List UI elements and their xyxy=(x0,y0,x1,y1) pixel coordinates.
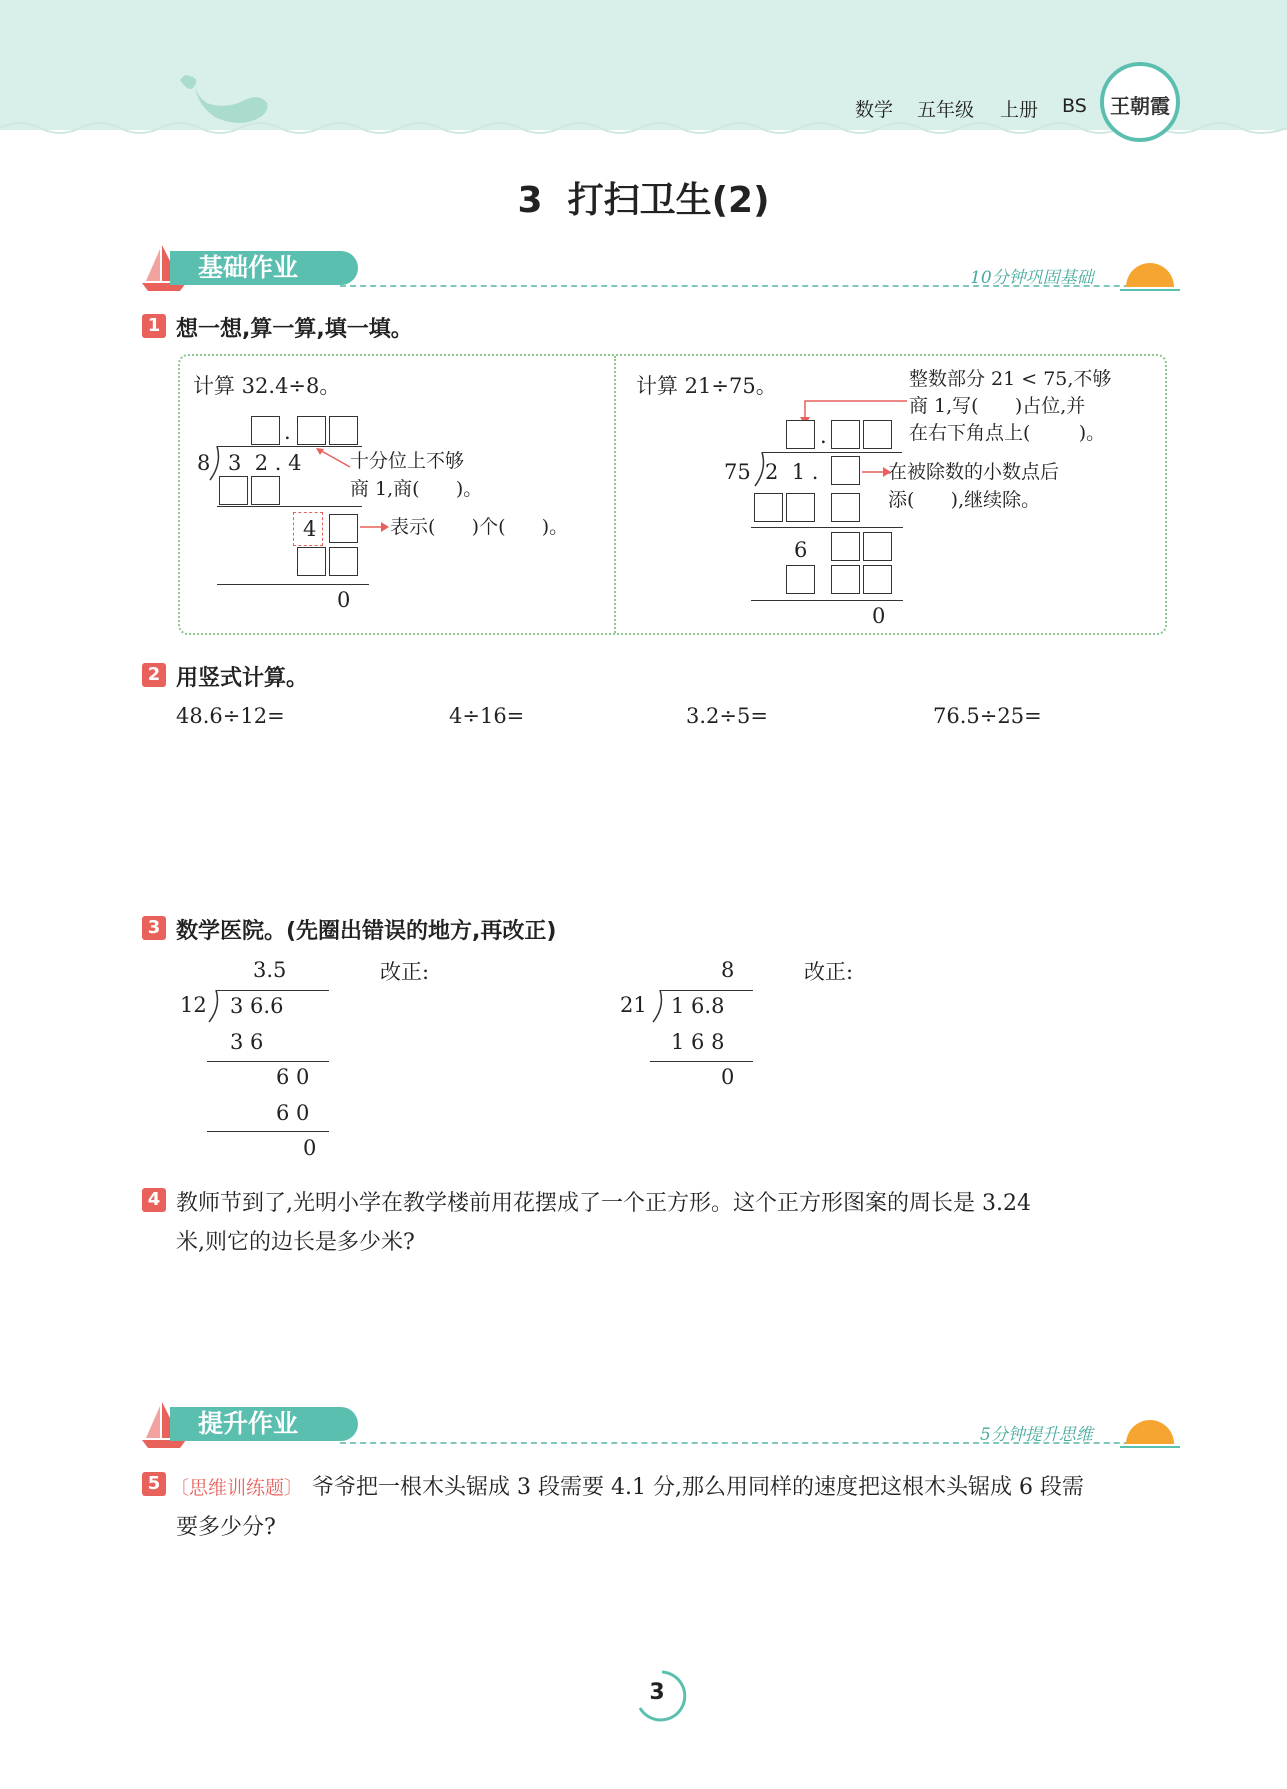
q1-right-quot-box2[interactable] xyxy=(831,420,860,449)
q1-left-quot-box3[interactable] xyxy=(329,416,358,445)
header-grade: 五年级 xyxy=(917,99,975,121)
brand-logo-text: 王朝霞 xyxy=(1110,94,1170,118)
q3a-divisor: 12 xyxy=(180,993,207,1017)
q3a-rule1 xyxy=(207,1061,329,1062)
q1-divider xyxy=(614,356,616,633)
q2-item-2: 4÷16= xyxy=(449,704,525,728)
q2-number: 2 xyxy=(142,663,166,687)
q2-item-1: 48.6÷12= xyxy=(176,704,285,728)
header-subject: 数学 xyxy=(855,99,894,121)
whale-icon xyxy=(175,75,275,135)
q1-left-divisor: 8 xyxy=(197,451,211,475)
q1-right-note-mid-line1: 在被除数的小数点后 xyxy=(888,461,1060,483)
q1-left-prompt: 计算 32.4÷8。 xyxy=(193,374,341,398)
q1-right-prod-box2[interactable] xyxy=(786,493,815,522)
page-number: 3 xyxy=(649,1680,665,1705)
q1-left-arrow1 xyxy=(314,445,354,471)
q3a-quotient: 3.5 xyxy=(253,958,287,982)
q1-right-note-top-line1: 整数部分 21 < 75,不够 xyxy=(909,368,1112,390)
q3b-divisor: 21 xyxy=(620,993,647,1017)
q1-left-rule2 xyxy=(217,584,369,585)
q3b-bracket-top xyxy=(660,990,753,991)
q4-number: 4 xyxy=(142,1188,166,1212)
q4-line1: 教师节到了,光明小学在教学楼前用花摆成了一个正方形。这个正方形图案的周长是 3.24 xyxy=(176,1191,1031,1216)
q1-right-dividend: 2 1 . xyxy=(765,460,819,484)
q3a-row3: 6 0 xyxy=(276,1101,310,1125)
q1-right-rule1 xyxy=(751,527,903,528)
q1-right-prod-box3[interactable] xyxy=(831,493,860,522)
q3b-rule1 xyxy=(650,1061,753,1062)
q3a-bracket-top xyxy=(216,990,329,991)
q1-left-quot-box2[interactable] xyxy=(297,416,326,445)
q1-left-quot-dot: . xyxy=(284,420,291,444)
page-title: 3 打扫卫生(2) xyxy=(517,180,770,221)
header-volume: 上册 xyxy=(1000,99,1039,121)
q1-right-note-top-line3: 在右下角点上( )。 xyxy=(909,422,1106,444)
q1-right-prod2-box3[interactable] xyxy=(863,565,892,594)
q3a-row2: 6 0 xyxy=(276,1065,310,1089)
q1-left-note1-line1: 十分位上不够 xyxy=(350,450,465,472)
q3-number: 3 xyxy=(142,916,166,940)
q1-left-quot-box1[interactable] xyxy=(251,416,280,445)
q1-right-prod-box1[interactable] xyxy=(754,493,783,522)
q1-right-note-mid-line2: 添( ),继续除。 xyxy=(888,489,1041,511)
q5-line2: 要多少分? xyxy=(176,1515,276,1540)
q3-title: 数学医院。(先圈出错误的地方,再改正) xyxy=(176,919,557,944)
q1-right-prod2-box2[interactable] xyxy=(831,565,860,594)
q2-item-4: 76.5÷25= xyxy=(933,704,1042,728)
q1-left-prod2-box1[interactable] xyxy=(297,547,326,576)
q5-tag: 〔思维训练题〕 xyxy=(170,1477,304,1499)
q3b-row2: 0 xyxy=(721,1065,735,1089)
q1-right-zero: 0 xyxy=(872,604,886,628)
q1-right-quot-dot: . xyxy=(820,424,827,448)
q1-right-digit6: 6 xyxy=(794,538,808,562)
q1-title: 想一想,算一算,填一填。 xyxy=(176,317,413,342)
q1-right-prod2-box1[interactable] xyxy=(786,565,815,594)
q2-item-3: 3.2÷5= xyxy=(686,704,768,728)
q3a-rule2 xyxy=(207,1131,329,1132)
q1-left-prod-box1[interactable] xyxy=(219,476,248,505)
q1-left-zero: 0 xyxy=(337,588,351,612)
q3b-bracket-curve xyxy=(651,990,665,1024)
section-advanced-label: 提升作业 xyxy=(170,1407,358,1441)
q1-right-rem-box1[interactable] xyxy=(831,532,860,561)
q1-left-rule1 xyxy=(217,506,362,507)
q1-left-dividend: 3 2 . 4 xyxy=(228,451,302,475)
q1-left-arrow2 xyxy=(360,520,390,534)
q1-left-note2: 表示( )个( )。 xyxy=(390,516,569,538)
q1-left-prod2-box2[interactable] xyxy=(329,547,358,576)
q1-left-note1-line2: 商 1,商( )。 xyxy=(350,478,483,500)
q1-right-dividend-box[interactable] xyxy=(831,456,860,485)
q1-right-rem-box2[interactable] xyxy=(863,532,892,561)
header-edition: BS xyxy=(1062,95,1087,117)
q1-right-rule2 xyxy=(751,600,903,601)
q3a-row1: 3 6 xyxy=(230,1030,264,1054)
q4-line2: 米,则它的边长是多少米? xyxy=(176,1230,415,1255)
q2-title: 用竖式计算。 xyxy=(176,666,309,691)
section-advanced-aside: 5分钟提升思维 xyxy=(980,1425,1093,1445)
sun-icon xyxy=(1120,255,1180,295)
q1-left-prod-box2[interactable] xyxy=(251,476,280,505)
q5-number: 5 xyxy=(142,1472,166,1496)
q1-right-quot-box1[interactable] xyxy=(786,420,815,449)
q3a-bracket-curve xyxy=(207,990,221,1024)
section-basic-label: 基础作业 xyxy=(170,251,358,285)
brand-logo xyxy=(1100,62,1180,142)
q1-right-prompt: 计算 21÷75。 xyxy=(636,374,777,398)
q3b-quotient: 8 xyxy=(721,958,735,982)
q3a-correct-label: 改正: xyxy=(380,960,430,984)
q1-right-quot-box3[interactable] xyxy=(863,420,892,449)
q1-left-rem-box[interactable] xyxy=(329,514,358,543)
q3b-correct-label: 改正: xyxy=(804,960,854,984)
q5-line1: 爷爷把一根木头锯成 3 段需要 4.1 分,那么用同样的速度把这根木头锯成 6 段需 xyxy=(312,1475,1084,1500)
sun-icon-2 xyxy=(1120,1412,1180,1452)
q3a-dividend: 3 6.6 xyxy=(230,994,284,1018)
q3b-dividend: 1 6.8 xyxy=(671,994,725,1018)
q1-right-bracket-top xyxy=(762,452,902,453)
q1-left-digit4: 4 xyxy=(303,517,317,541)
section-basic-aside: 10分钟巩固基础 xyxy=(970,268,1094,288)
q1-right-note-top-line2: 商 1,写( )占位,并 xyxy=(909,395,1086,417)
q3b-row1: 1 6 8 xyxy=(671,1030,725,1054)
q1-right-divisor: 75 xyxy=(724,460,751,484)
q1-number: 1 xyxy=(142,314,166,338)
q3a-row4: 0 xyxy=(303,1136,317,1160)
